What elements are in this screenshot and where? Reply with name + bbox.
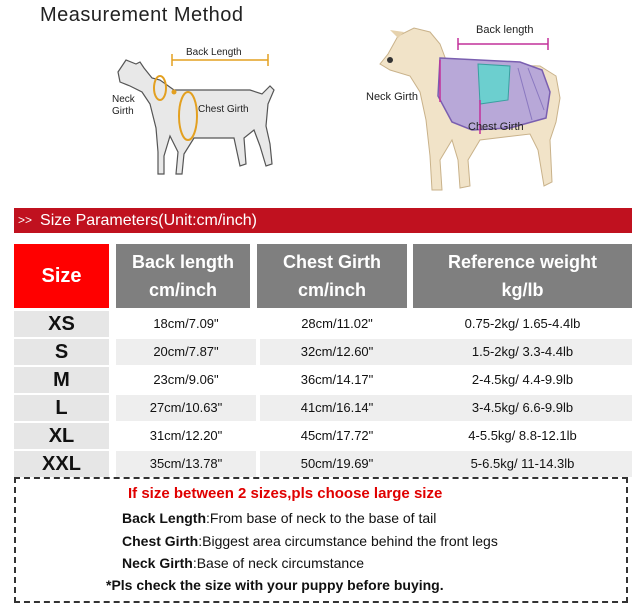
chest-girth-cell: 32cm/12.60"	[260, 339, 414, 365]
header-back-length	[116, 244, 250, 308]
header-back-line2: cm/inch	[148, 280, 218, 300]
right-back-length-label: Back length	[476, 24, 534, 36]
right-neck-girth-label: Neck Girth	[366, 91, 418, 103]
chest-girth-cell: 45cm/17.72"	[260, 423, 414, 449]
weight-cell: 4-5.5kg/ 8.8-12.1lb	[413, 423, 632, 449]
size-parameters-bar	[14, 208, 632, 233]
weight-cell: 2-4.5kg/ 4.4-9.9lb	[413, 367, 632, 393]
back-length-cell: 20cm/7.87"	[116, 339, 256, 365]
size-cell: S	[14, 339, 109, 365]
size-cell: XXL	[14, 451, 109, 477]
header-chest-line2: cm/inch	[297, 280, 366, 300]
left-girth-label: Girth	[112, 106, 134, 117]
double-chevron-icon: >>	[18, 213, 33, 227]
table-row	[14, 311, 632, 337]
header-chest-girth	[257, 244, 407, 308]
weight-cell: 0.75-2kg/ 1.65-4.4lb	[413, 311, 632, 337]
right-chest-girth-label: Chest Girth	[468, 121, 524, 133]
chest-girth-note	[122, 533, 498, 549]
header-size: Size	[14, 244, 109, 308]
left-back-length-label: Back Length	[186, 47, 242, 58]
header-weight-line1: Reference weight	[447, 252, 598, 272]
check-size-note: *Pls check the size with your puppy before buying.	[106, 577, 444, 593]
neck-girth-note	[122, 555, 364, 571]
header-chest-line1: Chest Girth	[282, 252, 381, 272]
left-neck-label: Neck	[112, 94, 135, 105]
back-length-term: Back Length	[122, 510, 207, 526]
chest-girth-cell: 28cm/11.02"	[260, 311, 414, 337]
chest-girth-desc: :Biggest area circumstance behind the front legs	[198, 533, 498, 549]
chest-girth-cell: 50cm/19.69"	[260, 451, 414, 477]
size-cell: L	[14, 395, 109, 421]
weight-cell: 1.5-2kg/ 3.3-4.4lb	[413, 339, 632, 365]
header-reference-weight	[413, 244, 632, 308]
header-back-line1: Back length	[131, 252, 235, 272]
back-length-cell: 35cm/13.78"	[116, 451, 256, 477]
table-row	[14, 451, 632, 477]
size-parameters-label: Size Parameters(Unit:cm/inch)	[40, 212, 257, 229]
left-chest-girth-label: Chest Girth	[198, 104, 249, 115]
chest-girth-term: Chest Girth	[122, 533, 199, 549]
dog-jacket-illustration	[360, 10, 575, 200]
size-cell: M	[14, 367, 109, 393]
weight-cell: 3-4.5kg/ 6.6-9.9lb	[413, 395, 632, 421]
table-row	[14, 367, 632, 393]
page-title: Measurement Method	[40, 4, 244, 26]
neck-girth-desc: :Base of neck circumstance	[192, 555, 364, 571]
dog-measurement-diagram	[100, 34, 300, 204]
size-warning: If size between 2 sizes,pls choose large size	[128, 485, 443, 502]
back-length-cell: 27cm/10.63"	[116, 395, 256, 421]
size-cell: XL	[14, 423, 109, 449]
weight-cell: 5-6.5kg/ 11-14.3lb	[413, 451, 632, 477]
back-length-desc: :From base of neck to the base of tail	[206, 510, 437, 526]
back-length-cell: 18cm/7.09"	[116, 311, 256, 337]
back-length-cell: 31cm/12.20"	[116, 423, 256, 449]
table-row	[14, 339, 632, 365]
size-notes-box	[14, 477, 628, 603]
table-row	[14, 423, 632, 449]
chest-girth-cell: 41cm/16.14"	[260, 395, 414, 421]
chest-girth-cell: 36cm/14.17"	[260, 367, 414, 393]
neck-girth-term: Neck Girth	[122, 555, 193, 571]
size-cell: XS	[14, 311, 109, 337]
header-weight-line2: kg/lb	[501, 280, 544, 300]
table-row	[14, 395, 632, 421]
back-length-note	[122, 510, 436, 526]
back-length-cell: 23cm/9.06"	[116, 367, 256, 393]
